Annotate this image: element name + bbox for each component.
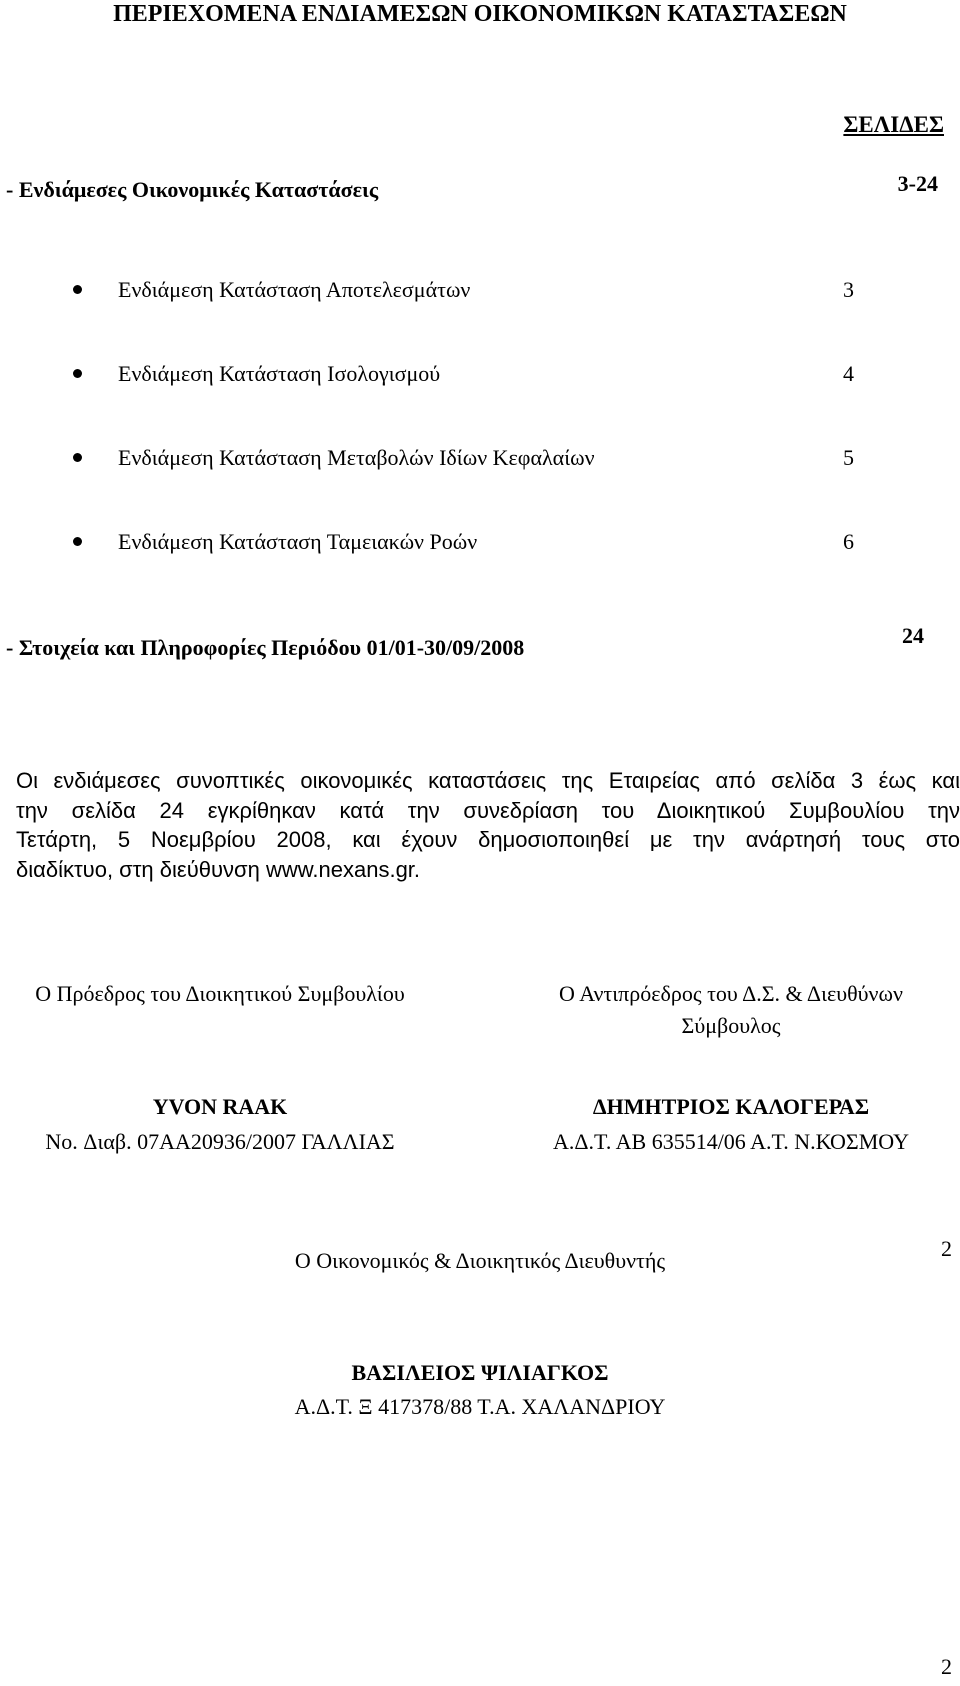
chairman-name: YVON RAAK bbox=[152, 1094, 288, 1119]
bullet-icon bbox=[73, 453, 82, 462]
paragraph-line: διαδίκτυο, στη διεύθυνση www.nexans.gr. bbox=[16, 856, 421, 882]
paragraph-line: Τετάρτη, 5 Νοεμβρίου 2008, και έχουν δημοσιοποιηθεί με την ανάρτησή τους στο bbox=[16, 827, 960, 852]
bullet-icon bbox=[73, 369, 82, 378]
vice-chairman-name: ΔΗΜΗΤΡΙΟΣ ΚΑΛΟΓΕΡΑΣ bbox=[592, 1094, 870, 1119]
page-title: ΠΕΡΙΕΧΟΜΕΝΑ ΕΝΔΙΑΜΕΣΩΝ ΟΙΚΟΝΟΜΙΚΩΝ ΚΑΤΑΣΤΑΣΕΩΝ bbox=[113, 1, 847, 27]
paragraph-line: την σελίδα 24 εγκρίθηκαν κατά την συνεδρίαση του Διοικητικού Συμβουλίου την bbox=[16, 797, 960, 823]
bullet-icon bbox=[73, 285, 82, 294]
toc-item-label: Ενδιάμεση Κατάσταση Μεταβολών Ιδίων Κεφαλαίων bbox=[118, 445, 595, 470]
toc-item-page: 5 bbox=[843, 445, 854, 470]
chairman-id: No. Διαβ. 07AA20936/2007 ΓΑΛΛΙΑΣ bbox=[45, 1129, 395, 1154]
cfo-id: Α.Δ.Τ. Ξ 417378/88 Τ.Α. ΧΑΛΑΝΔΡΙΟΥ bbox=[294, 1394, 666, 1419]
vice-chairman-role-line2: Σύμβουλος bbox=[681, 1013, 781, 1038]
page-number-footer: 2 bbox=[941, 1654, 952, 1679]
page-number: 2 bbox=[941, 1236, 952, 1261]
section-label-interim-statements: - Ενδιάμεσες Οικονομικές Καταστάσεις bbox=[6, 177, 379, 202]
section-pages-period-info: 24 bbox=[902, 623, 924, 648]
vice-chairman-role-line1: Ο Αντιπρόεδρος του Δ.Σ. & Διευθύνων bbox=[559, 981, 903, 1006]
toc-item-label: Ενδιάμεση Κατάσταση Ισολογισμού bbox=[118, 361, 441, 386]
vice-chairman-id: Α.Δ.Τ. ΑΒ 635514/06 Α.Τ. Ν.ΚΟΣΜΟΥ bbox=[553, 1129, 909, 1154]
toc-item-page: 4 bbox=[843, 361, 854, 386]
section-pages-interim-statements: 3-24 bbox=[897, 171, 938, 196]
toc-item-label: Ενδιάμεση Κατάσταση Αποτελεσμάτων bbox=[118, 277, 471, 302]
chairman-role: Ο Πρόεδρος του Διοικητικού Συμβουλίου bbox=[35, 981, 405, 1006]
approval-paragraph bbox=[16, 766, 960, 884]
toc-item-label: Ενδιάμεση Κατάσταση Ταμειακών Ροών bbox=[118, 529, 478, 554]
paragraph-line: Οι ενδιάμεσες συνοπτικές οικονομικές καταστάσεις της Εταιρείας από σελίδα 3 έως και bbox=[16, 768, 960, 793]
toc-item-page: 6 bbox=[843, 529, 854, 554]
pages-column-header: ΣΕΛΙΔΕΣ bbox=[843, 112, 944, 137]
bullet-icon bbox=[73, 537, 82, 546]
cfo-role: Ο Οικονομικός & Διοικητικός Διευθυντής bbox=[294, 1248, 666, 1273]
cfo-name: ΒΑΣΙΛΕΙΟΣ ΨΙΛΙΑΓΚΟΣ bbox=[351, 1360, 609, 1385]
section-label-period-info: - Στοιχεία και Πληροφορίες Περιόδου 01/01-30/09/2008 bbox=[6, 635, 525, 660]
toc-item-page: 3 bbox=[843, 277, 854, 302]
